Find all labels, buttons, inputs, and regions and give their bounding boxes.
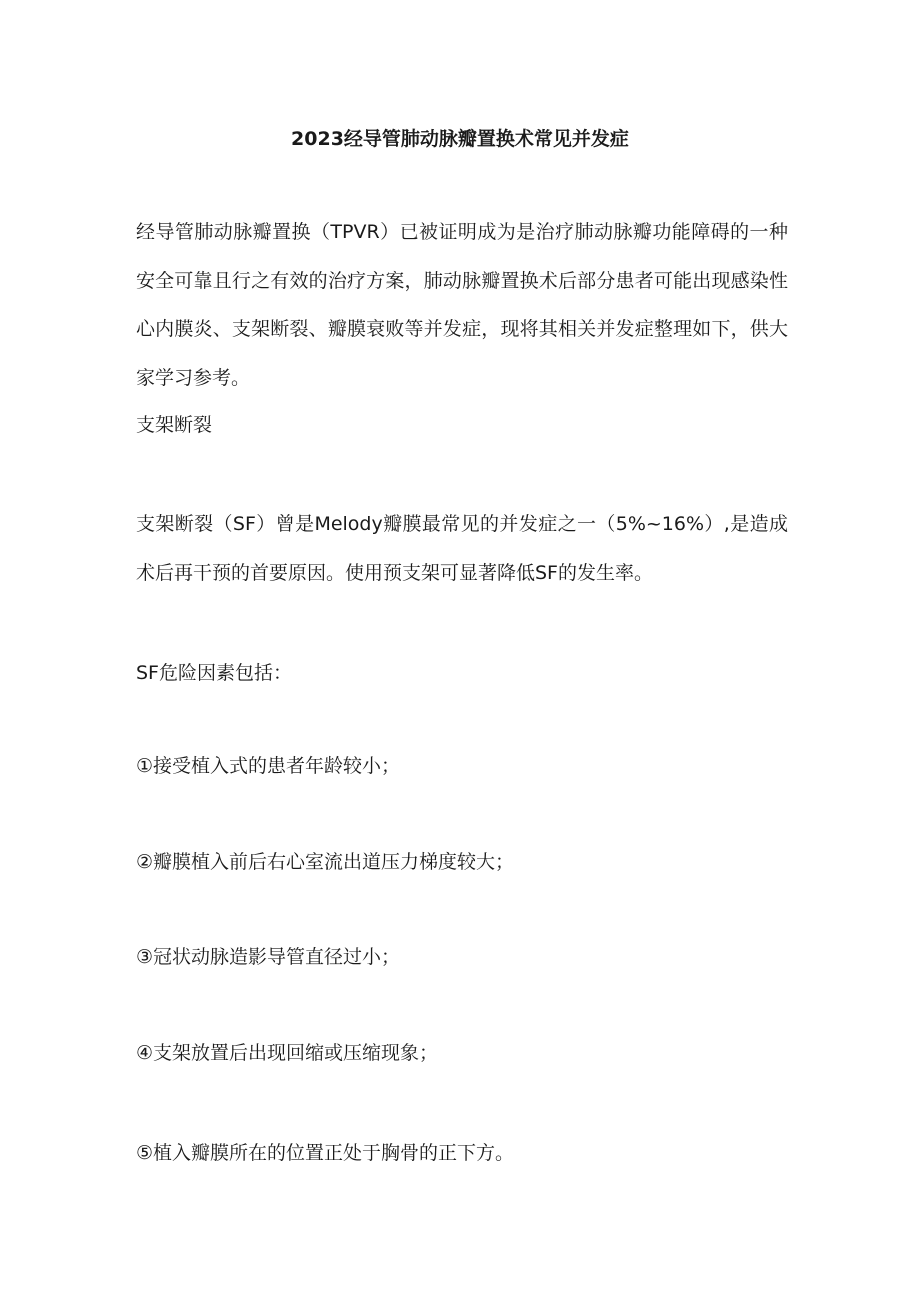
section-heading: 支架断裂 <box>136 414 213 436</box>
risk-factors-heading: SF危险因素包括： <box>136 662 292 684</box>
stent-fracture-paragraph: 支架断裂（SF）曾是Melody瓣膜最常见的并发症之一（5%~16%）,是造成术后再干预的首要原因。使用预支架可显著降低SF的发生率。 <box>136 513 788 584</box>
risk-factor-item: ④支架放置后出现回缩或压缩现象； <box>136 1042 439 1064</box>
risk-factor-item: ②瓣膜植入前后右心室流出道压力梯度较大； <box>136 851 515 873</box>
risk-factor-item: ③冠状动脉造影导管直径过小； <box>136 946 401 968</box>
risk-factor-item: ①接受植入式的患者年龄较小； <box>136 755 401 777</box>
risk-factor-item: ⑤植入瓣膜所在的位置正处于胸骨的正下方。 <box>136 1142 515 1164</box>
document-title: 2023经导管肺动脉瓣置换术常见并发症 <box>291 128 629 150</box>
intro-paragraph: 经导管肺动脉瓣置换（TPVR）已被证明成为是治疗肺动脉瓣功能障碍的一种安全可靠且行之有效的治疗方案，肺动脉瓣置换术后部分患者可能出现感染性心内膜炎、支架断裂、瓣膜衰败等并发症，现将其相关并发症整理如下，供大家学习参考。 <box>136 221 788 389</box>
